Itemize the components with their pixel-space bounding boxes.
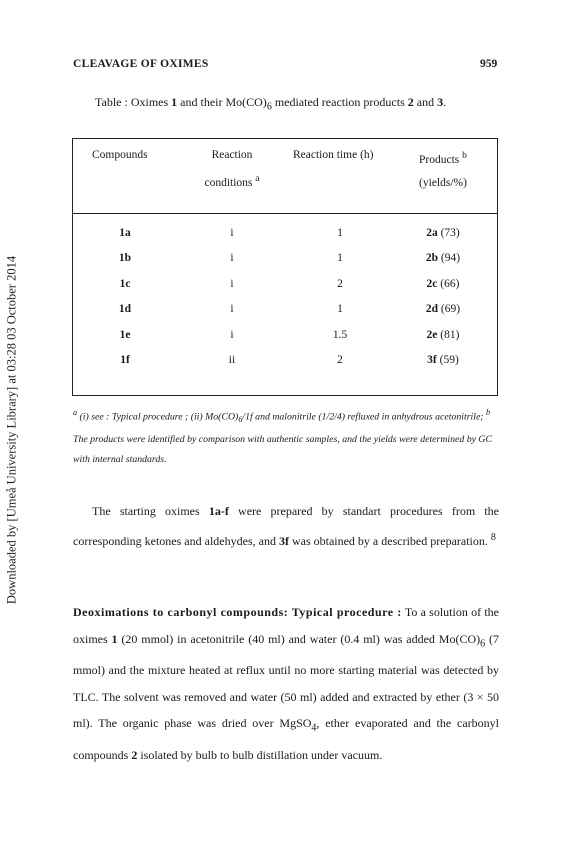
header-products bbox=[410, 144, 476, 195]
product-yield: (94) bbox=[440, 252, 461, 264]
cell-conditions: ii bbox=[228, 354, 236, 366]
paragraph-text: , ether evaporated and the carbonyl compounds bbox=[73, 716, 499, 763]
footnote-marker: a bbox=[255, 173, 260, 184]
header-reaction-conditions bbox=[196, 144, 268, 195]
header-text: conditions bbox=[204, 176, 253, 189]
caption-text: . bbox=[443, 95, 447, 109]
product-id: 2d bbox=[425, 303, 439, 315]
header-text: (yields/%) bbox=[419, 176, 467, 189]
product-id: 3f bbox=[427, 354, 437, 366]
download-watermark bbox=[2, 230, 22, 630]
product-yield: (81) bbox=[440, 329, 460, 341]
footnote-marker: a bbox=[73, 408, 78, 417]
cell-conditions: i bbox=[230, 227, 234, 239]
cell-conditions: i bbox=[230, 278, 234, 290]
paragraph-text: To a solution of the oximes bbox=[73, 605, 499, 646]
cell-compound: 1d bbox=[118, 303, 132, 315]
paragraph-text: isolated by bulb to bulb distillation under vacuum. bbox=[137, 748, 383, 763]
header-text: Reaction bbox=[211, 149, 253, 161]
cell-product bbox=[408, 278, 478, 290]
page-number: 959 bbox=[480, 58, 498, 70]
cell-product bbox=[408, 252, 478, 264]
product-yield: (69) bbox=[440, 303, 461, 315]
compound-ref: 1 bbox=[111, 631, 118, 646]
cell-time: 2 bbox=[337, 278, 343, 290]
header-reaction-time: Reaction time (h) bbox=[293, 149, 374, 161]
formula-subscript: 4 bbox=[311, 722, 317, 734]
cell-product bbox=[408, 303, 478, 315]
product-yield: (59) bbox=[439, 354, 459, 366]
cell-time: 1 bbox=[337, 303, 343, 315]
cell-time: 1 bbox=[337, 227, 343, 239]
product-id: 2c bbox=[426, 278, 438, 290]
header-compounds: Compounds bbox=[92, 149, 148, 161]
body-paragraph-2 bbox=[73, 599, 499, 769]
cell-conditions: i bbox=[230, 303, 234, 315]
cell-time: 1 bbox=[337, 252, 343, 264]
cell-conditions: i bbox=[230, 329, 234, 341]
footnote-marker: b bbox=[486, 408, 491, 417]
caption-text: mediated reaction products bbox=[271, 95, 408, 109]
product-id: 2e bbox=[426, 329, 438, 341]
table-caption bbox=[95, 95, 446, 112]
running-head: CLEAVAGE OF OXIMES bbox=[73, 58, 209, 70]
paragraph-text: The starting oximes bbox=[92, 504, 209, 518]
caption-compound-ref: 1 bbox=[171, 95, 178, 109]
cell-conditions: i bbox=[230, 252, 234, 264]
table-footnote bbox=[73, 403, 503, 470]
caption-text: and bbox=[413, 95, 438, 109]
cell-time: 2 bbox=[337, 354, 343, 366]
download-watermark-text: Downloaded by [Umeå University Library] at 03:28 03 October 2014 bbox=[4, 255, 19, 605]
reference-marker: 8 bbox=[490, 531, 496, 543]
paragraph-text: were prepared by standart procedures from the corresponding ketones and aldehydes, and bbox=[73, 504, 499, 548]
footnote-marker: b bbox=[462, 150, 467, 161]
footnote-text: (i) see : Typical procedure ; (ii) Mo(CO) bbox=[77, 411, 239, 423]
product-id: 2b bbox=[425, 252, 439, 264]
footnote-text: /1f and malonitrile (1/2/4) refluxed in anhydrous acetonitrile; bbox=[242, 411, 487, 423]
caption-text: and their Mo(CO) bbox=[177, 95, 267, 109]
table-header-rule bbox=[72, 213, 498, 214]
caption-subscript: 6 bbox=[266, 101, 272, 113]
footnote-subscript: 6 bbox=[238, 415, 243, 425]
body-paragraph-1 bbox=[73, 498, 499, 554]
compound-ref: 3f bbox=[278, 533, 289, 548]
caption-compound-ref: 3 bbox=[437, 95, 444, 109]
compound-ref: 1a-f bbox=[208, 504, 229, 518]
cell-compound: 1c bbox=[119, 278, 131, 290]
compound-ref: 2 bbox=[131, 748, 138, 763]
cell-product bbox=[408, 354, 478, 366]
procedure-heading: Deoximations to carbonyl compounds: Typical procedure : bbox=[73, 605, 402, 619]
footnote-text: The products were identified by comparison with authentic samples, and the yields were determined by GC with internal standards. bbox=[73, 434, 493, 466]
cell-compound: 1e bbox=[119, 329, 131, 341]
paragraph-text: (7 mmol) and the mixture heated at reflux until no more starting material was detected by TLC. The solvent was removed and water (50 ml) added and extracted by ether (3 × 50 ml). The organic phase was dried over MgSO bbox=[73, 631, 499, 731]
caption-compound-ref: 2 bbox=[407, 95, 414, 109]
product-yield: (66) bbox=[440, 278, 460, 290]
product-yield: (73) bbox=[440, 227, 460, 239]
formula-subscript: 6 bbox=[480, 637, 486, 649]
cell-product bbox=[408, 227, 478, 239]
cell-time: 1.5 bbox=[332, 329, 348, 341]
paragraph-text: was obtained by a described preparation. bbox=[288, 533, 491, 548]
header-text: Products bbox=[419, 153, 460, 166]
paragraph-text: (20 mmol) in acetonitrile (40 ml) and water (0.4 ml) was added Mo(CO) bbox=[117, 631, 481, 646]
cell-compound: 1f bbox=[120, 354, 130, 366]
cell-compound: 1b bbox=[118, 252, 132, 264]
cell-compound: 1a bbox=[119, 227, 131, 239]
product-id: 2a bbox=[426, 227, 438, 239]
cell-product bbox=[408, 329, 478, 341]
caption-text: Table : Oximes bbox=[95, 95, 172, 109]
